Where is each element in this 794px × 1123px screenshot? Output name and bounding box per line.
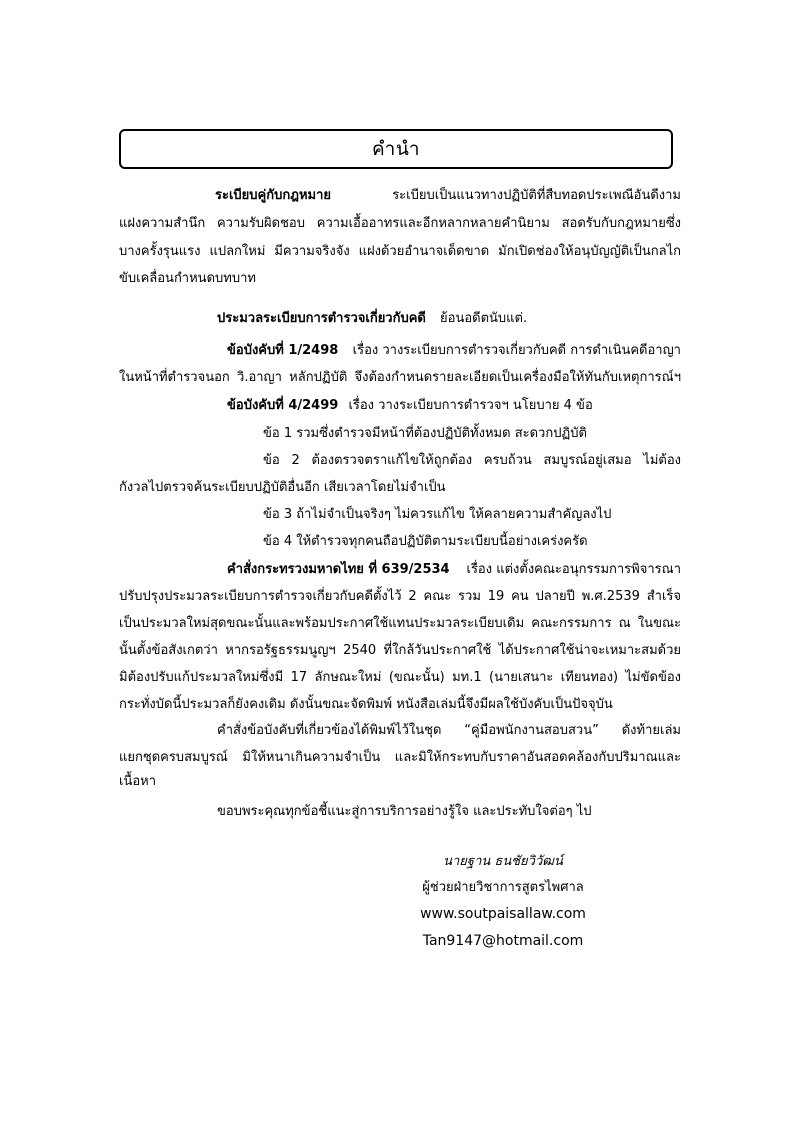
reg-1-2498-line-1 xyxy=(227,342,681,360)
moi-order-rest: เรื่อง แต่งตั้งคณะอนุกรรมการพิจารณา xyxy=(466,562,681,577)
reg-1-2498-lead: ข้อบังคับที่ 1/2498 xyxy=(227,343,339,358)
reg-4-2499-lead: ข้อบังคับที่ 4/2499 xyxy=(227,398,339,413)
intro-line-4: ขับเคลื่อนกำหนดบทบาท xyxy=(119,271,256,286)
policy-item-3: ข้อ 3 ถ้าไม่จำเป็นจริงๆ ไม่ควรแก้ไข ให้คลายความสำคัญลงไป xyxy=(263,507,612,522)
moi-order-line-2: ปรับปรุงประมวลระเบียบการตำรวจเกี่ยวกับคดีตั้งไว้ 2 คณะ รวม 19 คน ปลายปี พ.ศ.2539 สำเร็จ xyxy=(119,589,681,604)
policy-item-1: ข้อ 1 รวมซึ่งตำรวจมีหน้าที่ต้องปฏิบัติทั้งหมด สะดวกปฏิบัติ xyxy=(263,426,587,441)
moi-order-line-5: มิต้องปรับแก้ประมวลใหม่ซึ่งมี 17 ลักษณะใหม่ (ขณะนั้น) มท.1 (นายเสนาะ เทียนทอง) ไม่ขัดข้อง xyxy=(119,670,681,685)
policy-item-2: ข้อ 2 ต้องตรวจตราแก้ไขให้ถูกต้อง ครบถ้วน สมบูรณ์อยู่เสมอ ไม่ต้อง xyxy=(263,453,681,468)
intro-line-3: บางครั้งรุนแรง แปลกใหม่ มีความจริงจัง แฝงด้วยอำนาจเด็ดขาด มักเปิดช่องให้อนุบัญญัติเป็นกลไก xyxy=(119,244,681,259)
related-line-3: เนื้อหา xyxy=(119,774,157,789)
intro-line-1-text: ระเบียบเป็นแนวทางปฏิบัติที่สืบทอดประเพณีอันดีงาม xyxy=(392,188,681,203)
moi-order-line-6: กระทั่งบัดนี้ประมวลก็ยังคงเดิม ดังนั้นขณะจัดพิมพ์ หนังสือเล่มนี้จึงมีผลใช้บังคับเป็นปัจจุบัน xyxy=(119,697,613,712)
moi-order-line-1 xyxy=(227,561,681,579)
related-line-1: คำสั่งข้อบังคับที่เกี่ยวข้องได้พิมพ์ไว้ในชุด “คู่มือพนักงานสอบสวน” ดังท้ายเล่ม xyxy=(217,723,681,738)
signature-email[interactable]: Tan9147@hotmail.com xyxy=(422,933,584,949)
intro-line-2: แฝงความสำนึก ความรับผิดชอบ ความเอื้ออาทรและอีกหลากหลายคำนิยาม สอดรับกับกฎหมายซึ่ง xyxy=(119,216,681,231)
policy-item-4: ข้อ 4 ให้ตำรวจทุกคนถือปฏิบัติตามระเบียบนี้อย่างเคร่งครัด xyxy=(263,534,588,549)
related-line-2: แยกชุดครบสมบูรณ์ มิให้หนาเกินความจำเป็น และมิให้กระทบกับราคาอันสอดคล้องกับปริมาณและ xyxy=(119,750,681,765)
intro-line-1 xyxy=(215,187,681,205)
moi-order-lead: คำสั่งกระทรวงมหาดไทย ที่ 639/2534 xyxy=(227,562,450,577)
policy-item-2-cont: กังวลไปตรวจค้นระเบียบปฏิบัติอื่นอีก เสียเวลาโดยไม่จำเป็น xyxy=(119,480,446,495)
signature-website[interactable]: www.soutpaisallaw.com xyxy=(420,906,586,922)
reg-1-2498-rest: เรื่อง วางระเบียบการตำรวจเกี่ยวกับคดี การดำเนินคดีอาญา xyxy=(352,343,681,358)
thanks-line: ขอบพระคุณทุกข้อชี้แนะสู่การบริการอย่างรู้ใจ และประทับใจต่อๆ ไป xyxy=(217,804,592,819)
history-lead: ประมวลระเบียบการตำรวจเกี่ยวกับคดี xyxy=(217,311,426,326)
history-heading xyxy=(217,310,527,328)
reg-4-2499-line xyxy=(227,397,593,415)
history-rest: ย้อนอดีตนับแต่. xyxy=(440,311,528,326)
reg-4-2499-rest: เรื่อง วางระเบียบการตำรวจฯ นโยบาย 4 ข้อ xyxy=(348,398,593,413)
moi-order-line-3: เป็นประมวลใหม่สุดขณะนั้นและพร้อมประกาศใช้แทนประมวลระเบียบเดิม คณะกรรมการ ณ ในขณะ xyxy=(119,616,681,631)
page-title: คำนำ xyxy=(371,138,421,160)
intro-lead: ระเบียบคู่กับกฎหมาย xyxy=(215,188,332,203)
signature-name: นายฐาน ธนชัยวิวัฒน์ xyxy=(443,854,563,869)
reg-1-2498-line-2: ในหน้าที่ตำรวจนอก วิ.อาญา หลักปฏิบัติ จึงต้องกำหนดรายละเอียดเป็นเครื่องมือให้ทันกับเหตุการณ์ฯ xyxy=(119,370,681,385)
moi-order-line-4: นั้นตั้งข้อสังเกตว่า หากรอรัฐธรรมนูญฯ 2540 ที่ใกล้วันประกาศใช้ ได้ประกาศใช้น่าจะเหมาะสมด้วย xyxy=(119,643,681,658)
signature-position: ผู้ช่วยฝ่ายวิชาการสูตรไพศาล xyxy=(422,880,584,895)
title-box xyxy=(119,129,673,169)
